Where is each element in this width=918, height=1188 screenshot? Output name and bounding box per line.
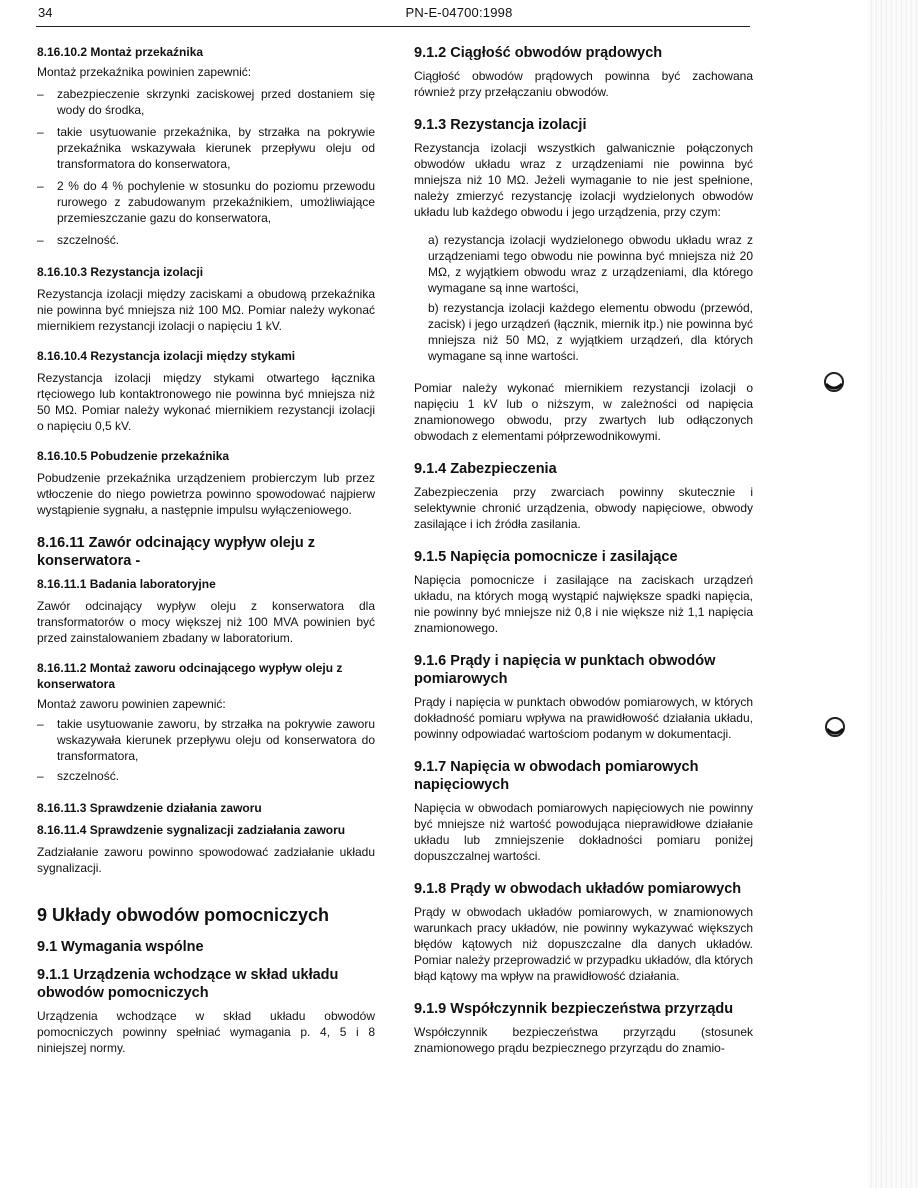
section-8-16-10-4-text: Rezystancja izolacji między stykami otwartego łącznika rtęciowego lub kontaktronowego nie powinna być mniejsza niż 50 MΩ. Pomiar należy wykonać miernikiem rezystancji izolacji o napięciu 0,5 kV. [37, 371, 375, 433]
section-8-16-10-2-intro: Montaż przekaźnika powinien zapewnić: [37, 65, 252, 79]
scan-edge [868, 0, 918, 1188]
header-rule [36, 26, 750, 27]
section-9-1-7-text: Napięcia w obwodach pomiarowych napięciowych nie powinny być mniejsze niż wartość powodująca nieprawidłowe działanie układu lub zmniejszenie dokładności pomiaru poniżej dopuszczalnej wartości. [414, 801, 753, 863]
section-9-1-3-title: 9.1.3 Rezystancja izolacji [414, 117, 587, 133]
section-9-1-9-text: Współczynnik bezpieczeństwa przyrządu (stosunek znamionowego prądu bezpiecznego przyrządu do znamio- [414, 1025, 753, 1055]
section-8-16-10-4-title: 8.16.10.4 Rezystancja izolacji między stykami [37, 349, 296, 363]
section-9-1-2-title: 9.1.2 Ciągłość obwodów prądowych [414, 45, 663, 61]
section-8-16-11-title: 8.16.11 Zawór odcinający wypływ oleju z konserwatora - [37, 535, 316, 569]
section-9-1-3-text: Rezystancja izolacji wszystkich galwanicznie połączonych obwodów układu wraz z urządzeniami nie powinna być mniejsza niż 10 MΩ. Jeżeli wymaganie to nie jest spełnione, należy zmierzyć rezystancję izolacji wydzielonych obwodów układu lub każdego obwodu i jego urządzenia, przy czym: [414, 141, 753, 219]
section-8-16-10-5-text: Pobudzenie przekaźnika urządzeniem probierczym lub przez wtłoczenie do niego powietrza powinno spowodować najpierw wystąpienie sygnału, a następnie impulsu wyłączeniowego. [37, 471, 375, 517]
section-8-16-11-2-title: 8.16.11.2 Montaż zaworu odcinającego wypływ oleju z konserwatora [37, 661, 343, 691]
section-9-title: 9 Układy obwodów pomocniczych [37, 905, 330, 925]
list-item-b: b) rezystancja izolacji każdego elementu obwodu (przewód, zacisk) i jego urządzeń (łącznik, miernik itp.) nie powinna być mniejsza niż 50 MΩ, z wyjątkiem urządzeń, dla których wymagane są inne wartości. [428, 301, 753, 363]
section-9-1-9-title: 9.1.9 Współczynnik bezpieczeństwa przyrządu [414, 1001, 734, 1017]
section-9-1-5-title: 9.1.5 Napięcia pomocnicze i zasilające [414, 549, 678, 565]
section-8-16-10-3-title: 8.16.10.3 Rezystancja izolacji [37, 265, 204, 279]
section-8-16-11-1-title: 8.16.11.1 Badania laboratoryjne [37, 577, 216, 591]
list-item-a: a) rezystancja izolacji wydzielonego obwodu układu wraz z urządzeniami tego obwodu nie powinna być mniejsza niż 20 MΩ, z wyjątkiem obwodu wraz z urządzeniami, dla którego wymagane są inne wartości, [428, 233, 753, 295]
section-9-1-5-text: Napięcia pomocnicze i zasilające na zaciskach urządzeń układu, na których mogą wystąpić największe spadki napięcia, nie powinny być mniejsze niż 0,8 i nie większe niż 1,1 napięcia znamionowego. [414, 573, 753, 635]
section-9-1-7-title: 9.1.7 Napięcia w obwodach pomiarowych napięciowych [414, 759, 699, 793]
standard-id: PN-E-04700:1998 [405, 5, 513, 20]
section-9-1-title: 9.1 Wymagania wspólne [37, 939, 204, 955]
section-9-1-6-text: Prądy i napięcia w punktach obwodów pomiarowych, w których dokładność pomiaru wpływa na prawidłowość działania układu, powinny odpowiadać wartościom podanym w dokumentacji. [414, 695, 753, 741]
section-9-1-8-title: 9.1.8 Prądy w obwodach układów pomiarowych [414, 881, 742, 897]
section-8-16-11-2-intro: Montaż zaworu powinien zapewnić: [37, 697, 226, 711]
section-8-16-10-2-title: 8.16.10.2 Montaż przekaźnika [37, 45, 204, 59]
section-9-1-2-text: Ciągłość obwodów prądowych powinna być zachowana również przy przełączaniu obwodów. [414, 69, 753, 99]
list-item: – takie usytuowanie zaworu, by strzałka na pokrywie zaworu wskazywała kierunek przepływu oleju od konserwatora do transformatora, [37, 717, 375, 763]
section-8-16-11-3-title: 8.16.11.3 Sprawdzenie działania zaworu [37, 801, 262, 815]
section-8-16-10-3-text: Rezystancja izolacji między zaciskami a obudową przekaźnika nie powinna być mniejsza niż 100 MΩ. Pomiar należy wykonać miernikiem rezystancji izolacji o napięciu 1 kV. [37, 287, 375, 333]
binder-hole-icon [824, 716, 846, 738]
left-column [37, 44, 375, 1056]
section-8-16-10-5-title: 8.16.10.5 Pobudzenie przekaźnika [37, 449, 230, 463]
list-item: – zabezpieczenie skrzynki zaciskowej przed dostaniem się wody do środka, [37, 87, 375, 117]
section-8-16-11-1-text: Zawór odcinający wypływ oleju z konserwatora dla transformatorów o mocy większej niż 100 MVA powinien być przed zainstalowaniem zbadany w laboratorium. [37, 599, 375, 645]
section-9-1-8-text: Prądy w obwodach układów pomiarowych, w znamionowych warunkach pracy układów, nie powinny wykazywać większych błędów kątowych niż dopuszczalne dla danych układów. Pomiar należy przeprowadzić w przypadku układów, dla których błąd kątowy ma wpływ na prawidłowość działania. [414, 905, 753, 983]
list-item: – szczelność. [37, 233, 120, 247]
list-item: – takie usytuowanie przekaźnika, by strzałka na pokrywie przekaźnika wskazywała kierunek przepływu oleju od transformatora do konserwatora, [37, 125, 375, 171]
section-9-1-1-text: Urządzenia wchodzące w skład układu obwodów pomocniczych powinny spełniać wymagania p. 4, 5 i 8 niniejszej normy. [37, 1009, 375, 1055]
section-9-1-4-title: 9.1.4 Zabezpieczenia [414, 461, 557, 477]
list-item: – 2 % do 4 % pochylenie w stosunku do poziomu przewodu rurowego z zabudowanym przekaźnikiem, umożliwiające przemieszczanie gazu do konserwatora, [37, 179, 375, 225]
right-column [414, 44, 753, 1056]
section-8-16-11-4-title: 8.16.11.4 Sprawdzenie sygnalizacji zadziałania zaworu [37, 823, 346, 837]
page-number: 34 [38, 5, 53, 20]
section-8-16-11-4-text: Zadziałanie zaworu powinno spowodować zadziałanie układu sygnalizacji. [37, 845, 375, 875]
list-item: – szczelność. [37, 769, 120, 783]
binder-hole-icon [823, 371, 845, 393]
section-9-1-4-text: Zabezpieczenia przy zwarciach powinny skutecznie i selektywnie chronić urządzenia, obwody napięciowe, obwody zasilające i ich źródła zasilania. [414, 485, 753, 531]
section-9-1-3-text-2: Pomiar należy wykonać miernikiem rezystancji izolacji o napięciu 1 kV lub o niższym, w zależności od napięcia znamionowego obwodu, przy zwartych lub odłączonych obwodach z elementami półprzewodnikowymi. [414, 381, 753, 443]
section-9-1-6-title: 9.1.6 Prądy i napięcia w punktach obwodów pomiarowych [414, 653, 716, 687]
section-9-1-1-title: 9.1.1 Urządzenia wchodzące w skład układu obwodów pomocniczych [37, 967, 339, 1001]
